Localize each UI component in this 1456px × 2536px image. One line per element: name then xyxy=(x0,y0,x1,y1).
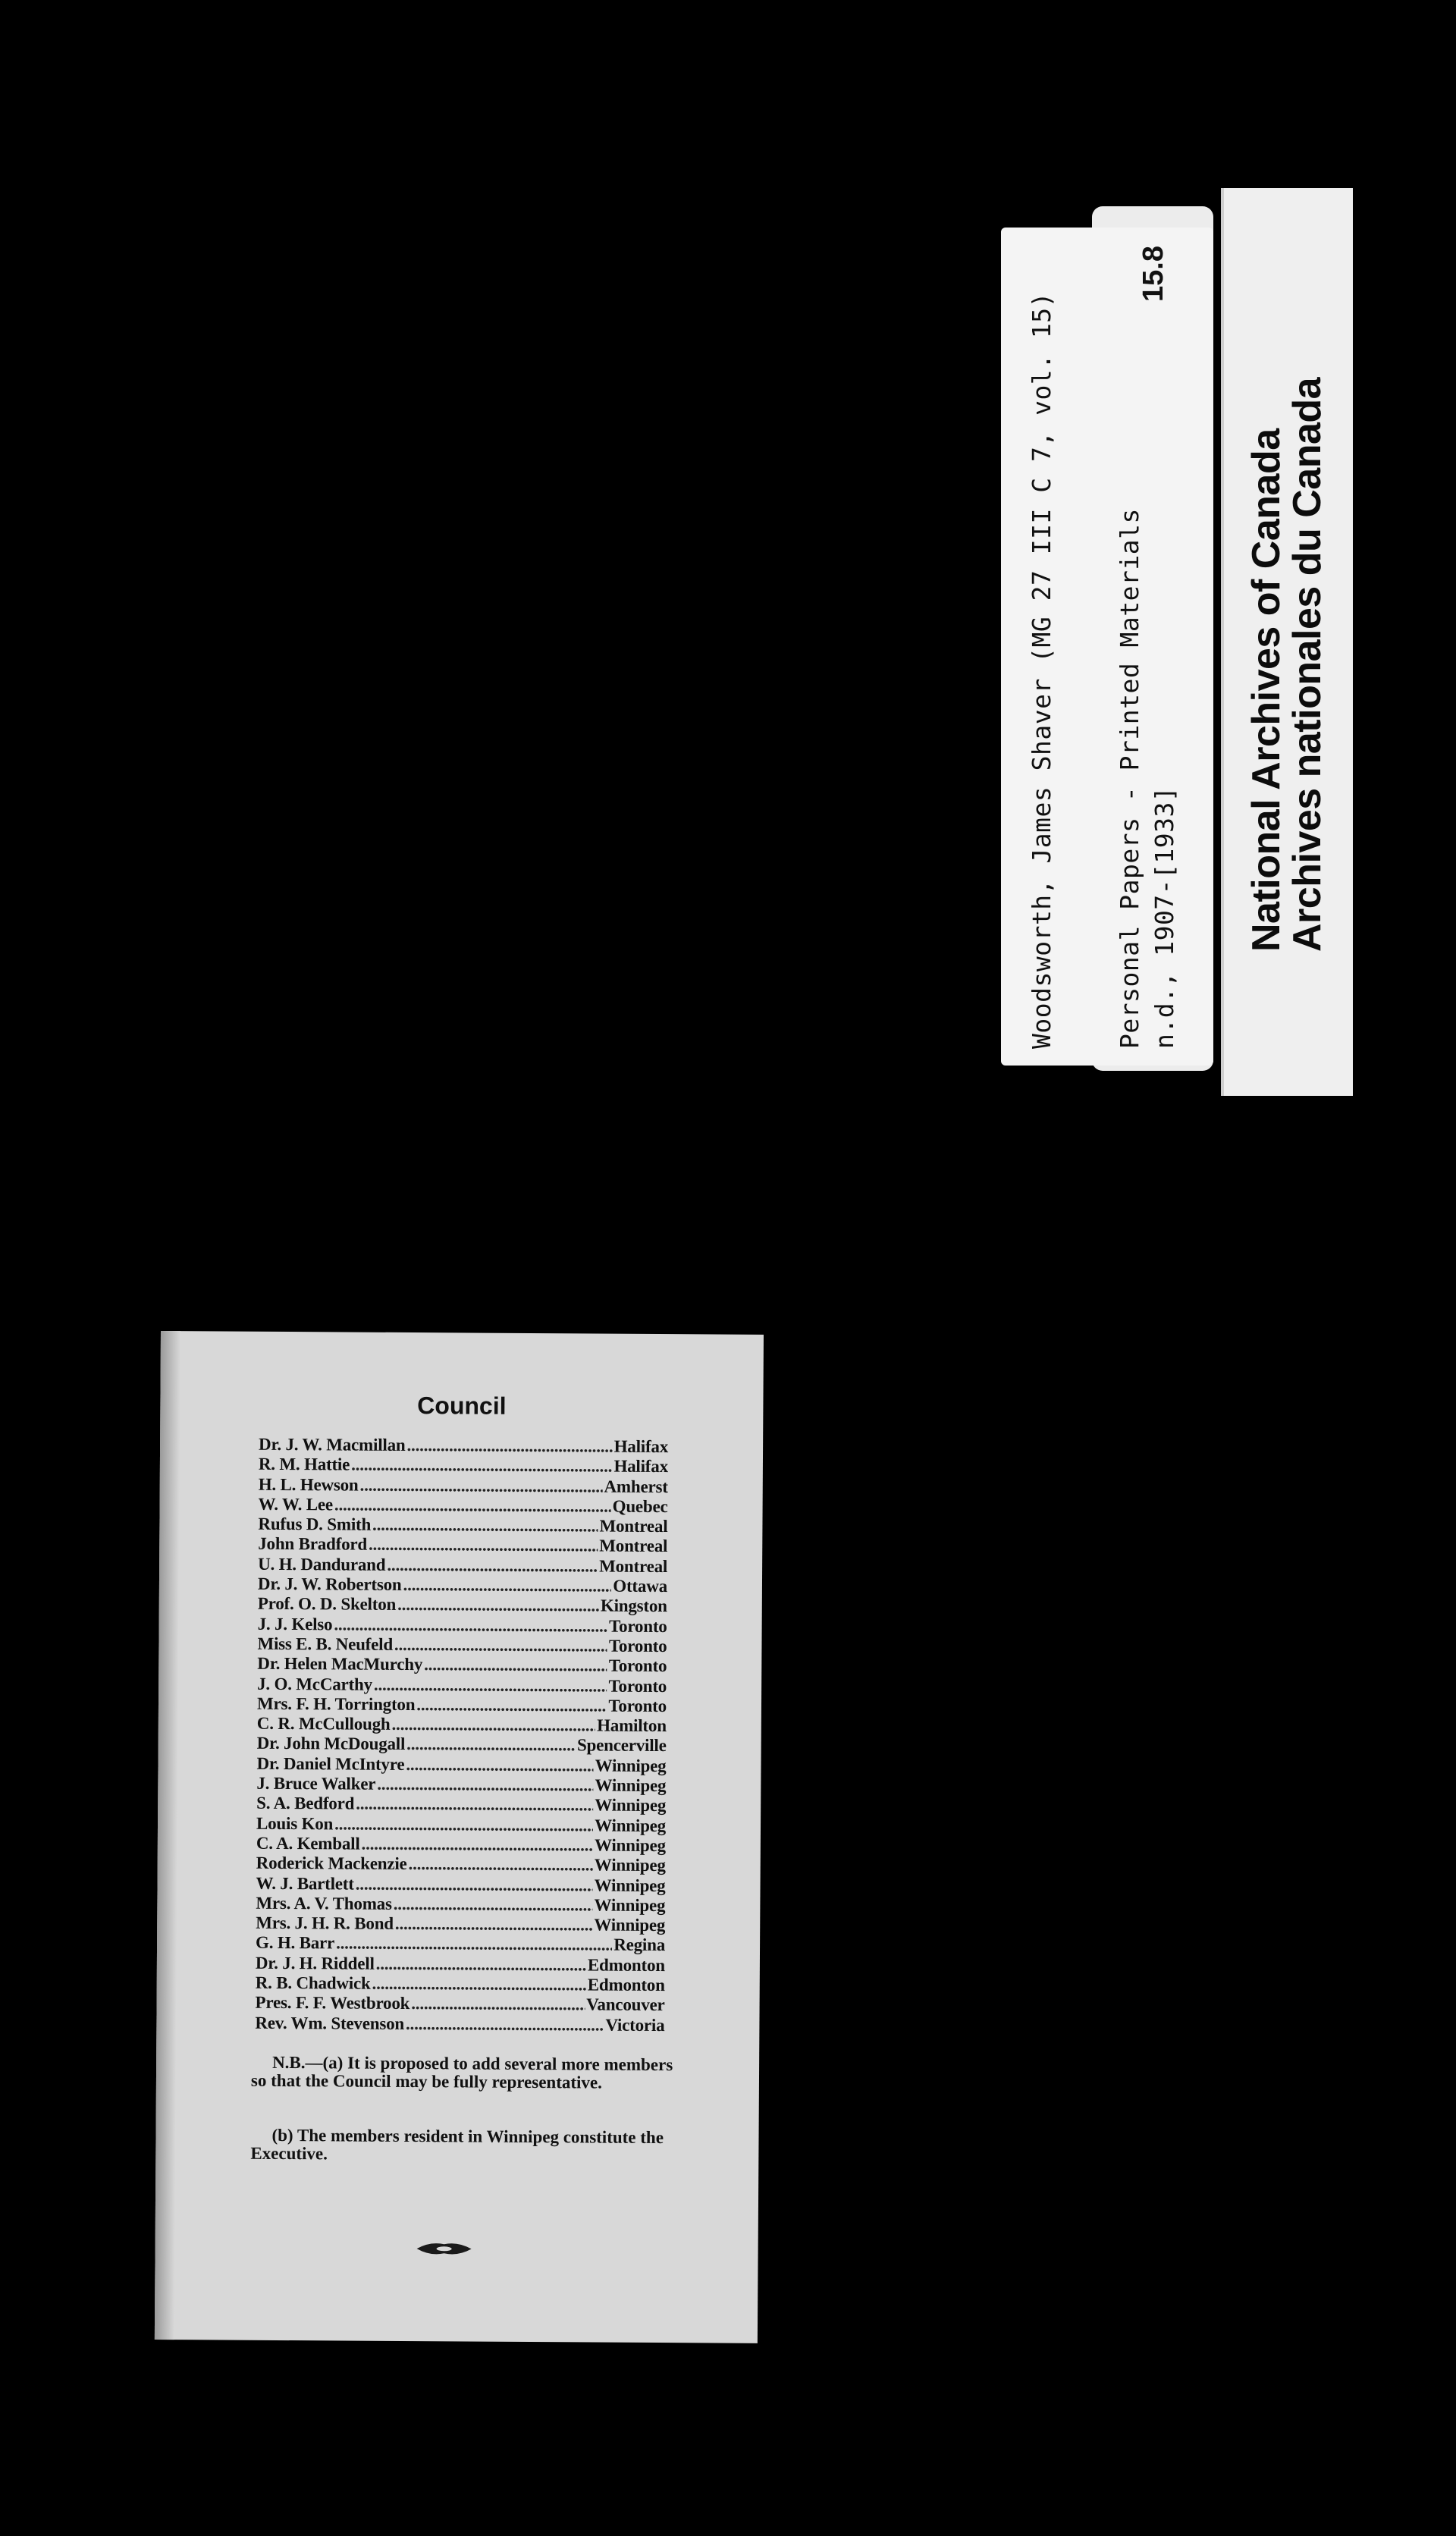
dot-leader xyxy=(406,1436,612,1457)
council-member-row xyxy=(259,1455,668,1477)
member-city: Quebec xyxy=(612,1496,668,1516)
member-city: Toronto xyxy=(608,1656,667,1676)
member-city: Toronto xyxy=(608,1616,667,1636)
member-city: Winnipeg xyxy=(595,1795,667,1816)
member-name: Mrs. J. H. R. Bond xyxy=(256,1913,394,1934)
council-member-row xyxy=(256,1933,665,1956)
dot-leader xyxy=(395,1914,593,1935)
member-name: Dr. John McDougall xyxy=(256,1734,406,1754)
dot-leader xyxy=(424,1655,607,1675)
archive-label-dates: n.d., 1907-[1933] xyxy=(1150,786,1179,1049)
institution-card xyxy=(1221,188,1353,1096)
member-name: Miss E. B. Neufeld xyxy=(257,1634,394,1654)
member-name: Dr. J. W. Robertson xyxy=(257,1574,402,1595)
member-name: U. H. Dandurand xyxy=(258,1554,386,1574)
archive-label-collection: Woodsworth, James Shaver (MG 27 III C 7, vol. 15) xyxy=(1027,291,1056,1049)
council-member-row xyxy=(259,1474,668,1497)
council-member-row xyxy=(257,1714,667,1737)
dot-leader xyxy=(376,1954,586,1975)
dot-leader xyxy=(397,1595,599,1616)
member-name: H. L. Hewson xyxy=(258,1474,359,1495)
member-name: Louis Kon xyxy=(256,1813,334,1834)
member-city: Hamilton xyxy=(597,1715,667,1736)
member-city: Winnipeg xyxy=(594,1875,666,1895)
council-member-row xyxy=(256,1973,665,1996)
member-name: Dr. J. H. Riddell xyxy=(255,1953,375,1973)
card-edge-shadow xyxy=(155,1331,180,2340)
member-name: J. Bruce Walker xyxy=(256,1773,376,1794)
dot-leader xyxy=(351,1455,612,1477)
dot-leader xyxy=(409,1854,593,1875)
council-member-row xyxy=(259,1495,668,1518)
member-city: Winnipeg xyxy=(595,1816,667,1835)
member-name: W. W. Lee xyxy=(258,1494,334,1514)
dot-leader xyxy=(359,1475,602,1496)
dot-leader xyxy=(394,1635,607,1656)
dot-leader xyxy=(387,1555,598,1577)
member-city: Edmonton xyxy=(587,1975,665,1995)
member-city: Toronto xyxy=(608,1636,667,1656)
member-name: Dr. Daniel McIntyre xyxy=(256,1753,405,1774)
member-city: Halifax xyxy=(613,1436,669,1457)
council-member-row xyxy=(256,1873,665,1896)
member-city: Kingston xyxy=(600,1596,667,1616)
council-member-row xyxy=(257,1634,667,1657)
dot-leader xyxy=(334,1615,607,1636)
council-member-row xyxy=(259,1435,668,1458)
council-note-a: N.B.—(a) It is proposed to add several more members so that the Council may be fully representative. xyxy=(250,2052,673,2092)
council-member-row xyxy=(256,1774,666,1797)
member-name: Prof. O. D. Skelton xyxy=(257,1594,397,1615)
member-name: Pres. F. F. Westbrook xyxy=(255,1993,410,2013)
council-member-row xyxy=(256,1853,666,1876)
council-member-row xyxy=(257,1654,667,1677)
member-name: R. B. Chadwick xyxy=(255,1973,371,1993)
member-city: Winnipeg xyxy=(595,1775,667,1796)
council-member-row xyxy=(258,1594,667,1617)
council-member-row xyxy=(256,1834,666,1856)
council-member-row xyxy=(256,1813,666,1836)
council-member-row xyxy=(256,1754,666,1777)
dot-leader xyxy=(372,1974,586,1995)
member-city: Amherst xyxy=(604,1477,668,1496)
council-member-list xyxy=(255,1435,668,2035)
council-note-b: (b) The members resident in Winnipeg constitute the Executive. xyxy=(250,2125,664,2164)
member-name: S. A. Bedford xyxy=(256,1794,355,1813)
council-member-row xyxy=(257,1674,667,1696)
member-city: Victoria xyxy=(605,2015,665,2035)
member-name: J. O. McCarthy xyxy=(257,1674,373,1694)
dot-leader xyxy=(369,1535,598,1556)
member-city: Regina xyxy=(613,1935,666,1955)
dot-leader xyxy=(406,1734,576,1755)
member-city: Ottawa xyxy=(613,1576,668,1596)
archive-label-series: Personal Papers - Printed Materials xyxy=(1115,508,1144,1049)
council-member-row xyxy=(258,1514,667,1537)
member-city: Toronto xyxy=(608,1676,667,1696)
institution-text xyxy=(1224,188,1353,1096)
council-member-row xyxy=(258,1555,667,1577)
member-name: C. A. Kemball xyxy=(256,1833,360,1853)
member-city: Halifax xyxy=(613,1456,668,1477)
dot-leader xyxy=(372,1515,598,1536)
council-member-row xyxy=(256,1913,665,1936)
dot-leader xyxy=(394,1894,593,1916)
dot-leader xyxy=(416,1695,607,1716)
council-member-row xyxy=(258,1534,667,1557)
archive-label-text xyxy=(1001,228,1213,1066)
member-city: Winnipeg xyxy=(594,1835,666,1856)
member-name: Rufus D. Smith xyxy=(258,1514,372,1534)
council-member-row xyxy=(256,1894,665,1916)
dot-leader xyxy=(411,1994,585,2014)
member-name: John Bradford xyxy=(258,1534,368,1555)
member-name: R. M. Hattie xyxy=(258,1455,350,1474)
institution-name-en: National Archives of Canada xyxy=(1244,428,1288,952)
member-name: Mrs. A. V. Thomas xyxy=(256,1893,392,1913)
dot-leader xyxy=(356,1874,593,1895)
council-member-row xyxy=(258,1574,667,1597)
dot-leader xyxy=(356,1794,593,1816)
council-member-row xyxy=(256,1993,665,2016)
member-city: Winnipeg xyxy=(594,1855,666,1875)
printer-ornament-icon xyxy=(416,2241,473,2256)
council-member-row xyxy=(255,2013,664,2035)
member-name: W. J. Bartlett xyxy=(256,1873,354,1894)
dot-leader xyxy=(334,1814,593,1835)
member-name: J. J. Kelso xyxy=(257,1614,333,1634)
member-name: Dr. J. W. Macmillan xyxy=(259,1434,406,1455)
dot-leader xyxy=(391,1715,595,1736)
institution-name-fr: Archives nationales du Canada xyxy=(1285,377,1329,952)
archive-label-number: 15.8 xyxy=(1138,246,1169,302)
dot-leader xyxy=(334,1495,611,1516)
council-title: Council xyxy=(417,1392,507,1420)
dot-leader xyxy=(374,1674,607,1696)
council-card xyxy=(155,1331,764,2343)
member-city: Winnipeg xyxy=(594,1915,666,1935)
member-city: Vancouver xyxy=(586,1995,665,2015)
member-city: Spencerville xyxy=(576,1735,667,1756)
member-city: Edmonton xyxy=(587,1955,665,1975)
member-city: Montreal xyxy=(599,1516,668,1536)
member-name: Rev. Wm. Stevenson xyxy=(255,2013,405,2033)
member-name: G. H. Barr xyxy=(255,1933,335,1953)
dot-leader xyxy=(403,1575,611,1596)
council-member-row xyxy=(257,1694,667,1717)
member-name: Mrs. F. H. Torrington xyxy=(256,1693,416,1714)
member-name: Dr. Helen MacMurchy xyxy=(257,1654,423,1674)
council-member-row xyxy=(256,1794,666,1816)
council-member-row xyxy=(257,1734,667,1756)
member-city: Winnipeg xyxy=(594,1895,666,1915)
member-city: Montreal xyxy=(599,1536,668,1556)
member-city: Toronto xyxy=(608,1696,667,1715)
dot-leader xyxy=(406,2014,604,2035)
member-city: Montreal xyxy=(599,1556,668,1576)
dot-leader xyxy=(406,1755,593,1776)
council-member-row xyxy=(256,1953,665,1976)
member-city: Winnipeg xyxy=(595,1756,667,1775)
council-member-row xyxy=(258,1614,667,1637)
member-name: C. R. McCullough xyxy=(256,1713,391,1734)
member-name: Roderick Mackenzie xyxy=(256,1853,407,1874)
dot-leader xyxy=(336,1934,612,1955)
archive-label-card xyxy=(1001,228,1213,1066)
dot-leader xyxy=(361,1835,593,1856)
dot-leader xyxy=(377,1775,593,1796)
